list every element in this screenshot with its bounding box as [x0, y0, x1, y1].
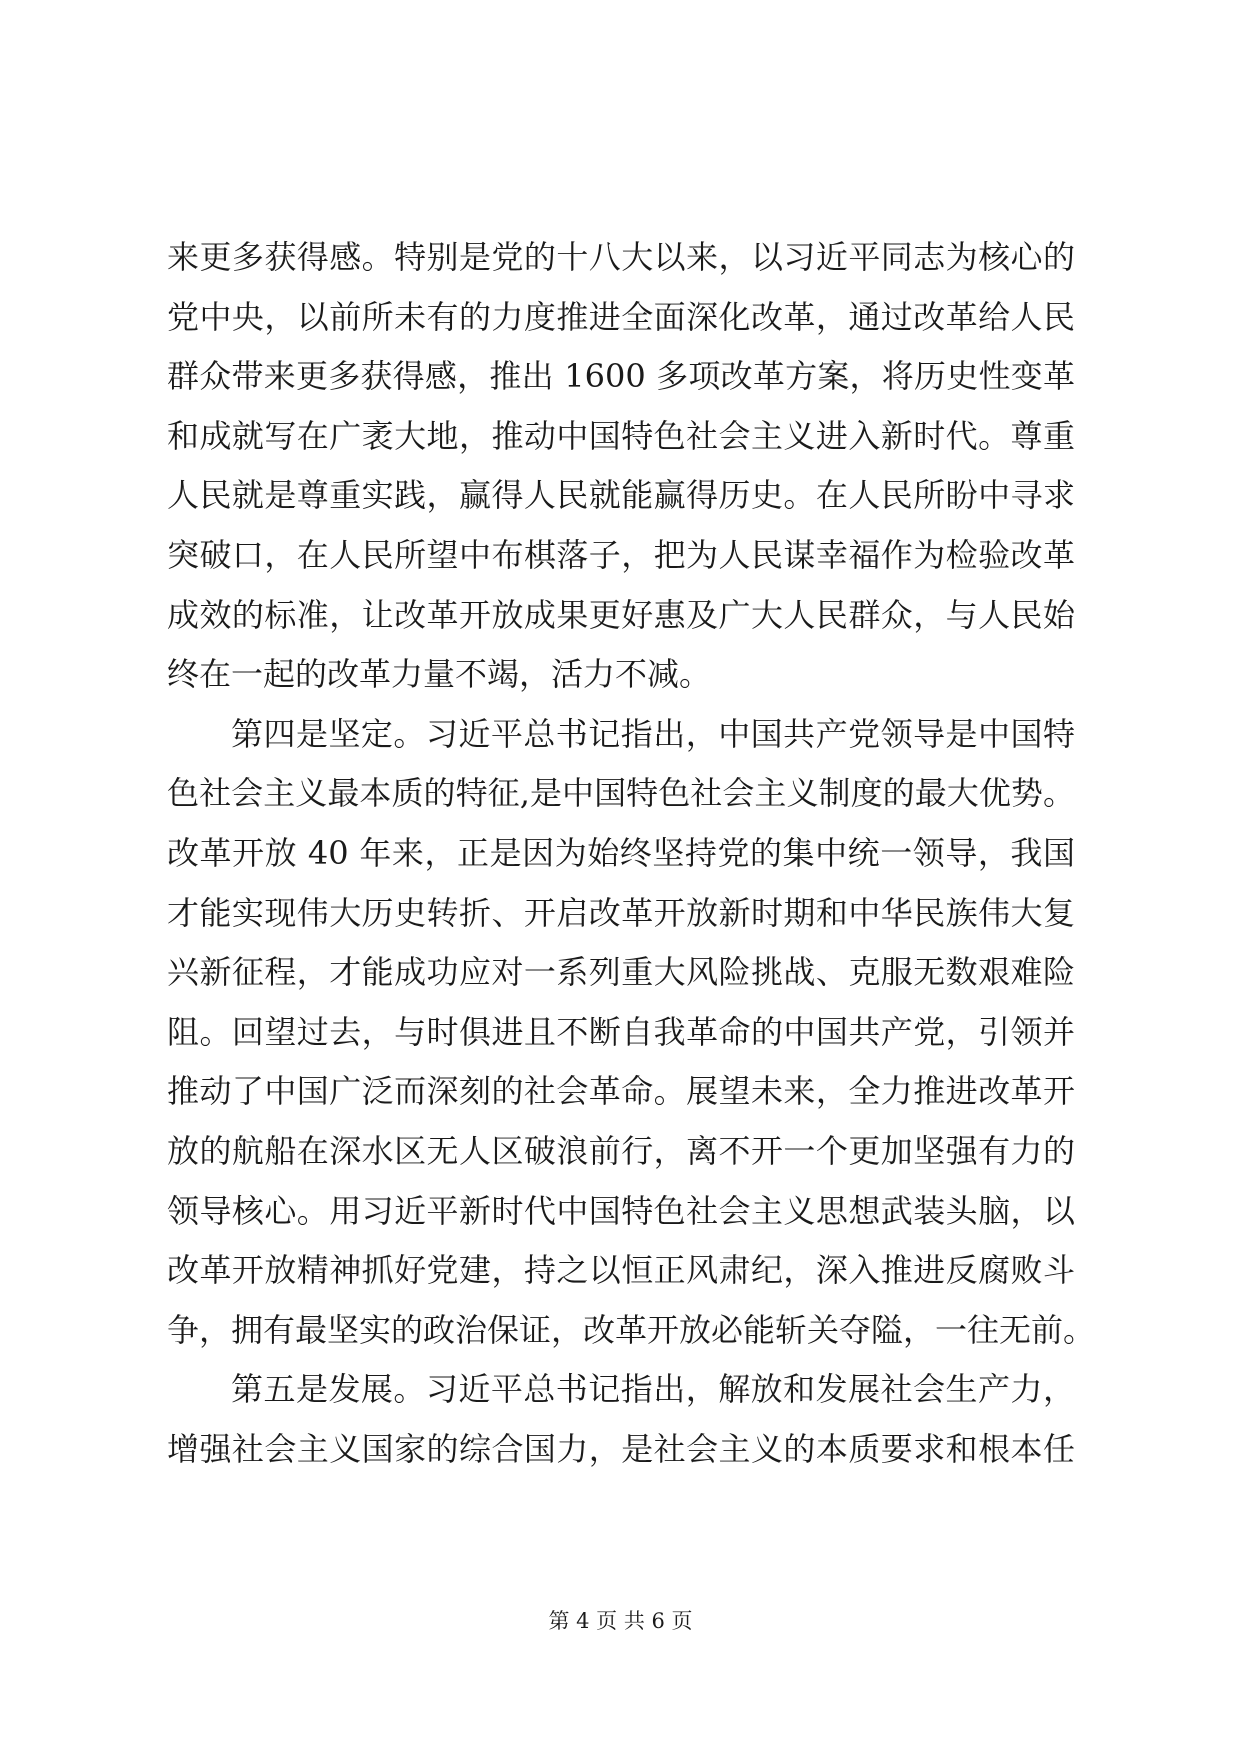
text-line: 群众带来更多获得感，推出 1600 多项改革方案，将历史性变革: [167, 357, 1075, 396]
text-line: 推动了中国广泛而深刻的社会革命。展望未来，全力推进改革开: [167, 1072, 1075, 1111]
text-line: 才能实现伟大历史转折、开启改革开放新时期和中华民族伟大复: [167, 893, 1075, 932]
text-line: 改革开放 40 年来，正是因为始终坚持党的集中统一领导，我国: [167, 833, 1075, 872]
text-line: 阻。回望过去，与时俱进且不断自我革命的中国共产党，引领并: [167, 1012, 1075, 1051]
text-line: 改革开放精神抓好党建，持之以恒正风肃纪，深入推进反腐败斗: [167, 1251, 1075, 1290]
text-line: 领导核心。用习近平新时代中国特色社会主义思想武装头脑，以: [167, 1191, 1075, 1230]
text-line: 来更多获得感。特别是党的十八大以来，以习近平同志为核心的: [167, 238, 1075, 276]
text-line: 第四是坚定。习近平总书记指出，中国共产党领导是中国特: [231, 714, 1075, 753]
text-line: 第五是发展。习近平总书记指出，解放和发展社会生产力，: [231, 1370, 1075, 1409]
text-line: 终在一起的改革力量不竭，活力不减。: [167, 655, 712, 694]
text-line: 和成就写在广袤大地，推动中国特色社会主义进入新时代。尊重: [167, 416, 1075, 455]
text-line: 争，拥有最坚实的政治保证，改革开放必能斩关夺隘，一往无前。: [167, 1310, 1096, 1349]
document-body: [167, 228, 1096, 1479]
text-line: 色社会主义最本质的特征,是中国特色社会主义制度的最大优势。: [167, 774, 1075, 813]
text-line: 党中央，以前所未有的力度推进全面深化改革，通过改革给人民: [167, 297, 1075, 336]
text-line: 成效的标准，让改革开放成果更好惠及广大人民群众，与人民始: [167, 595, 1075, 634]
text-line: 突破口，在人民所望中布棋落子，把为人民谋幸福作为检验改革: [167, 535, 1075, 574]
text-line: 放的航船在深水区无人区破浪前行，离不开一个更加坚强有力的: [167, 1131, 1075, 1170]
text-line: 人民就是尊重实践，赢得人民就能赢得历史。在人民所盼中寻求: [167, 476, 1075, 515]
page-number-footer: 第 4 页 共 6 页: [548, 1609, 693, 1633]
text-line: 增强社会主义国家的综合国力，是社会主义的本质要求和根本任: [167, 1429, 1075, 1468]
text-line: 兴新征程，才能成功应对一系列重大风险挑战、克服无数艰难险: [167, 953, 1075, 992]
